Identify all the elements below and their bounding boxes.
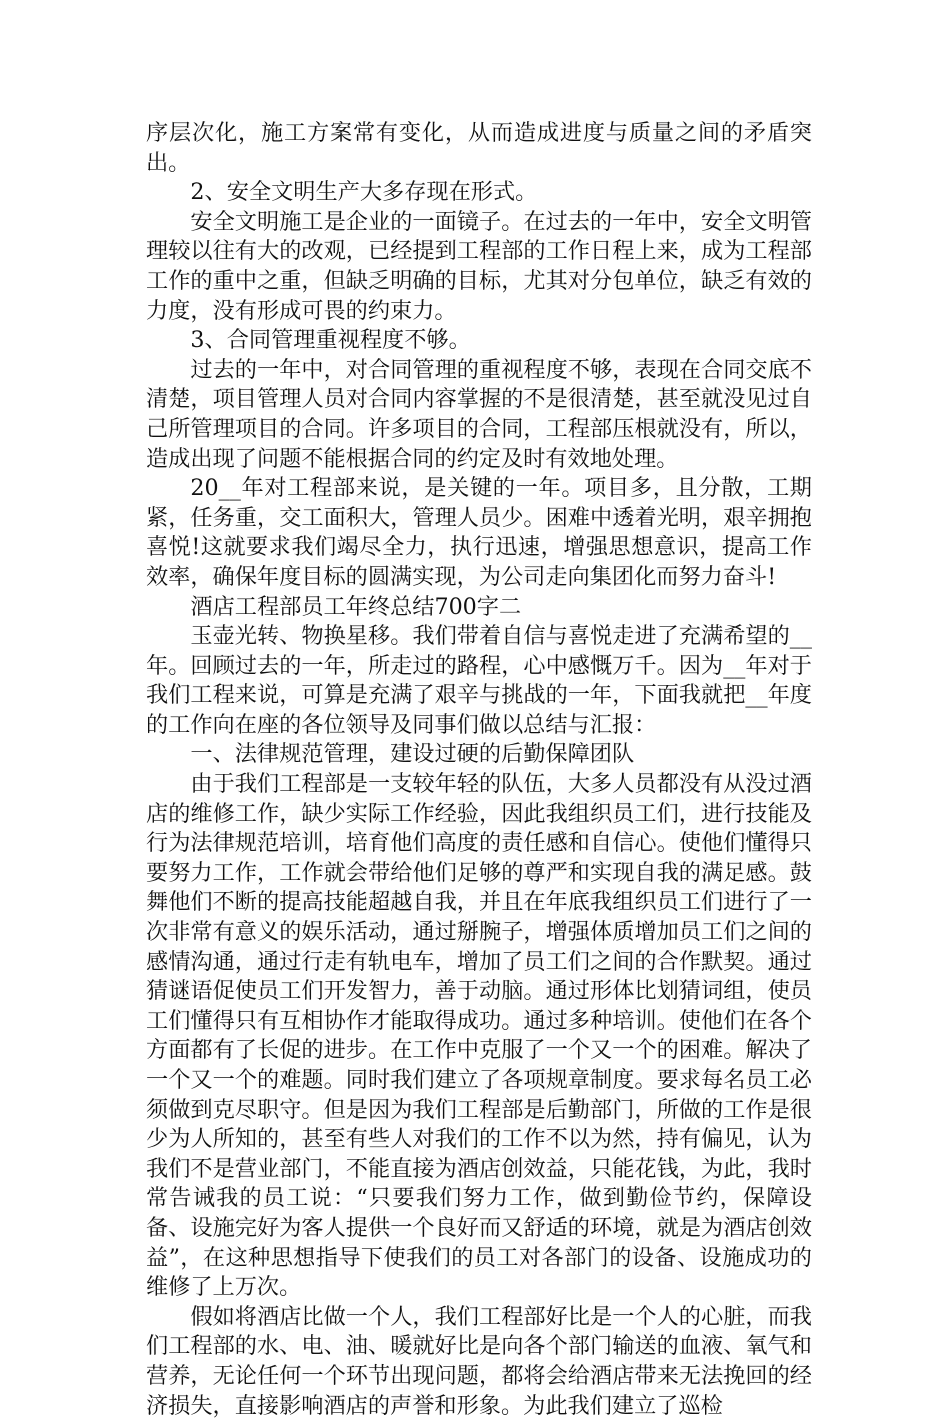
paragraph-intro: 玉壶光转、物换星移。我们带着自信与喜悦走进了充满希望的__年。回顾过去的一年，所走过的路程，心中感慨万千。因为__年对于我们工程来说，可算是充满了艰辛与挑战的一年，下面我就把__年度的工作向在座的各位领导及同事们做以总结与汇报： — [146, 623, 812, 738]
paragraph-1: 序层次化，施工方案常有变化，从而造成进度与质量之间的矛盾突出。 — [146, 120, 812, 176]
document-page — [146, 119, 812, 1421]
paragraph-contract: 过去的一年中，对合同管理的重视程度不够，表现在合同交底不清楚，项目管理人员对合同内容掌握的不是很清楚，甚至就没见过自己所管理项目的合同。许多项目的合同，工程部压根就没有，所以，造成出现了问题不能根据合同的约定及时有效地处理。 — [146, 356, 812, 472]
heading-contract: 3、合同管理重视程度不够。 — [190, 327, 471, 354]
heading-management: 一、法律规范管理，建设过硬的后勤保障团队 — [190, 741, 635, 768]
paragraph-heart-analogy: 假如将酒店比做一个人，我们工程部好比是一个人的心脏，而我们工程部的水、电、油、暖就好比是向各个部门输送的血液、氧气和营养，无论任何一个环节出现问题，都将会给酒店带来无法挽回的经济损失，直接影响酒店的声誉和形象。为此我们建立了巡检 — [146, 1303, 812, 1419]
section-title: 酒店工程部员工年终总结700字二 — [190, 593, 522, 620]
paragraph-management: 由于我们工程部是一支较年轻的队伍，大多人员都没有从没过酒店的维修工作，缺少实际工作经验，因此我组织员工们，进行技能及行为法律规范培训，培育他们高度的责任感和自信心。使他们懂得只要努力工作，工作就会带给他们足够的尊严和实现自我的满足感。鼓舞他们不断的提高技能超越自我，并且在年底我组织员工们进行了一次非常有意义的娱乐活动，通过掰腕子，增强体质增加员工们之间的感情沟通，通过行走有轨电车，增加了员工们之间的合作默契。通过猜谜语促使员工们开发智力，善于动脑。通过形体比划猜词组，使员工们懂得只有互相协作才能取得成功。通过多种培训。使他们在各个方面都有了长促的进步。在工作中克服了一个又一个的困难。解决了一个又一个的难题。同时我们建立了各项规章制度。要求每名员工必须做到克尽职守。但是因为我们工程部是后勤部门，所做的工作是很少为人所知的，甚至有些人对我们的工作不以为然，持有偏见，认为我们不是营业部门，不能直接为酒店创效益，只能花钱，为此，我时常告诫我的员工说：“只要我们努力工作，做到勤俭节约，保障设备、设施完好为客人提供一个良好而又舒适的环境，就是为酒店创效益”，在这种思想指导下使我们的员工对各部门的设备、设施成功的维修了上万次。 — [146, 771, 812, 1301]
paragraph-safety: 安全文明施工是企业的一面镜子。在过去的一年中，安全文明管理较以往有大的改观，已经提到工程部的工作日程上来，成为工程部工作的重中之重，但缺乏明确的目标，尤其对分包单位，缺乏有效的力度，没有形成可畏的约束力。 — [146, 208, 812, 324]
heading-safety: 2、安全文明生产大多存现在形式。 — [190, 179, 538, 206]
paragraph-outlook: 20__年对工程部来说，是关键的一年。项目多，且分散，工期紧，任务重，交工面积大，管理人员少。困难中透着光明，艰辛拥抱喜悦!这就要求我们竭尽全力，执行迅速，增强思想意识，提高工作效率，确保年度目标的圆满实现，为公司走向集团化而努力奋斗! — [146, 475, 812, 590]
